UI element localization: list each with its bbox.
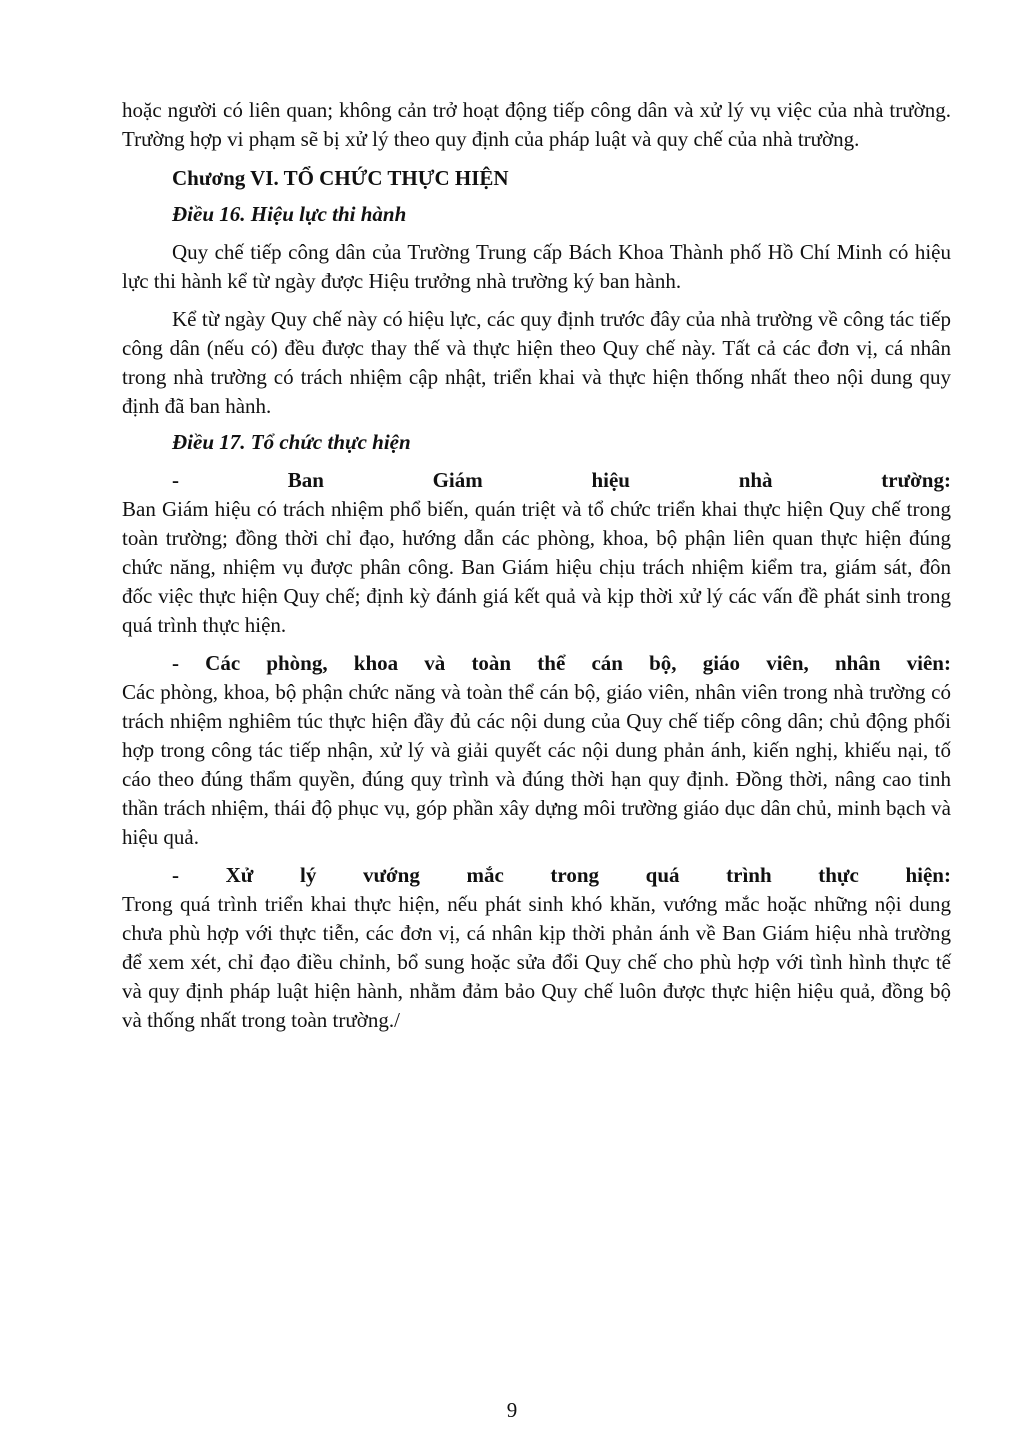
item-heading-cac-phong-khoa	[122, 649, 951, 678]
heading-word: cán	[591, 651, 623, 675]
document-page	[122, 96, 951, 1035]
item-body-xu-ly-vuong-mac: Trong quá trình triển khai thực hiện, nếu phát sinh khó khăn, vướng mắc hoặc những nội dung chưa phù hợp với thực tiễn, các đơn vị, cá nhân kịp thời phản ánh về Ban Giám hiệu nhà trường để xem xét, chỉ đạo điều chỉnh, bổ sung hoặc sửa đổi Quy chế cho phù hợp với tình hình thực tế và quy định pháp luật hiện hành, nhằm đảm bảo Quy chế luôn được thực hiện hiệu quả, đồng bộ và thống nhất trong toàn trường./	[122, 892, 951, 1032]
intro-paragraph: hoặc người có liên quan; không cản trở hoạt động tiếp công dân và xử lý vụ việc của nhà trường. Trường hợp vi phạm sẽ bị xử lý theo quy định của pháp luật và quy chế của nhà trường.	[122, 98, 951, 151]
page-number: 9	[506, 1398, 518, 1422]
heading-word: nhân	[834, 651, 881, 675]
item-body-ban-giam-hieu: Ban Giám hiệu có trách nhiệm phổ biến, quán triệt và tổ chức triển khai thực hiện Quy chế trong toàn trường; đồng thời chỉ đạo, hướng dẫn các phòng, khoa, bộ phận liên quan thực hiện đúng chức năng, nhiệm vụ được phân công. Ban Giám hiệu chịu trách nhiệm kiểm tra, giám sát, đôn đốc việc thực hiện Quy chế; định kỳ đánh giá kết quả và kịp thời xử lý các vấn đề phát sinh trong quá trình thực hiện.	[122, 497, 951, 637]
article-16-paragraph: Quy chế tiếp công dân của Trường Trung cấp Bách Khoa Thành phố Hồ Chí Minh có hiệu lực thi hành kể từ ngày được Hiệu trưởng nhà trường ký ban hành.	[122, 240, 951, 293]
heading-word: Xử	[225, 863, 254, 887]
heading-word: Các	[205, 651, 241, 675]
chapter-title: Chương VI. TỔ CHỨC THỰC HIỆN	[172, 166, 509, 190]
heading-word: quá	[645, 863, 680, 887]
heading-word: thực	[818, 863, 859, 887]
heading-word: lý	[300, 863, 317, 887]
heading-word: Ban	[287, 468, 324, 492]
heading-word: trình	[726, 863, 772, 887]
heading-word: toàn	[471, 651, 512, 675]
heading-word: mắc	[466, 863, 504, 887]
heading-word: vướng	[362, 863, 420, 887]
heading-word: -	[172, 863, 179, 887]
heading-word: và	[424, 651, 446, 675]
heading-word: khoa	[353, 651, 399, 675]
item-heading-ban-giam-hieu	[122, 466, 951, 495]
heading-word: hiệu	[591, 468, 630, 492]
item-heading-xu-ly-vuong-mac	[122, 861, 951, 890]
heading-word: giáo	[702, 651, 741, 675]
heading-word: viên:	[906, 651, 951, 675]
article-16-title: Điều 16. Hiệu lực thi hành	[172, 202, 407, 226]
item-body-cac-phong-khoa: Các phòng, khoa, bộ phận chức năng và toàn thể cán bộ, giáo viên, nhân viên trong nhà trường có trách nhiệm nghiêm túc thực hiện đầy đủ các nội dung của Quy chế tiếp công dân; chủ động phối hợp trong công tác tiếp nhận, xử lý và giải quyết các nội dung phản ánh, kiến nghị, khiếu nại, tố cáo theo đúng thẩm quyền, đúng quy trình và đúng thời hạn quy định. Đồng thời, nâng cao tinh thần trách nhiệm, thái độ phục vụ, góp phần xây dựng môi trường giáo dục dân chủ, minh bạch và hiệu quả.	[122, 680, 951, 849]
article-17-title: Điều 17. Tổ chức thực hiện	[172, 430, 411, 454]
heading-word: nhà	[738, 468, 773, 492]
heading-word: -	[172, 468, 179, 492]
heading-word: hiện:	[905, 863, 951, 887]
heading-word: trường:	[881, 468, 951, 492]
heading-word: thể	[537, 651, 566, 675]
heading-word: Giám	[432, 468, 483, 492]
article-16-paragraph: Kể từ ngày Quy chế này có hiệu lực, các quy định trước đây của nhà trường về công tác tiếp công dân (nếu có) đều được thay thế và thực hiện theo Quy chế này. Tất cả các đơn vị, cá nhân trong nhà trường có trách nhiệm cập nhật, triển khai và thực hiện thống nhất theo nội dung quy định đã ban hành.	[122, 307, 951, 418]
heading-word: -	[172, 651, 179, 675]
heading-word: trong	[550, 863, 600, 887]
heading-word: bộ,	[649, 651, 677, 675]
heading-word: phòng,	[266, 651, 328, 675]
heading-word: viên,	[766, 651, 809, 675]
